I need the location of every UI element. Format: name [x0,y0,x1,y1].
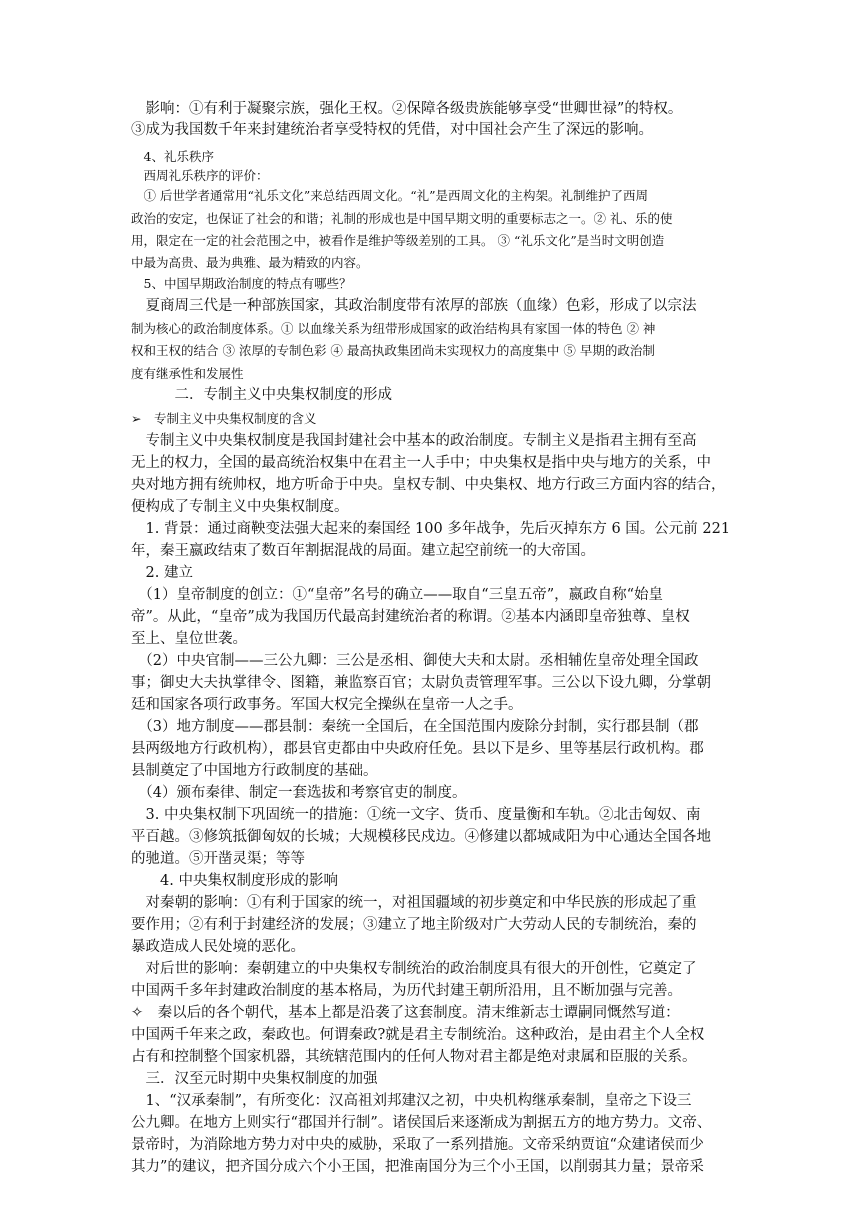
text-line: 4. 中央集权制度形成的影响 [131,873,338,889]
text-line: ① 后世学者通常用“礼乐文化”来总结西周文化。“礼”是西周文化的主构架。礼制维护了西周 [131,188,649,203]
text-line: 无上的权力，全国的最高统治权集中在君主一人手中；中央集权是指中央与地方的关系，中 [131,455,711,471]
text-line: （1）皇帝制度的创立：①“皇帝”名号的确立——取自“三皇五帝”，嬴政自称“始皇 [131,587,664,603]
text-line: 的驰道。⑤开凿灵渠；等等 [131,851,305,867]
text-line: 廷和国家各项行政事务。军国大权完全操纵在皇帝一人之手。 [131,697,523,713]
text-line: 对后世的影响：秦朝建立的中央集权专制统治的政治制度具有很大的开创性，它奠定了 [131,961,697,977]
text-line: 夏商周三代是一种部族国家，其政治制度带有浓厚的部族（血缘）色彩，形成了以宗法 [131,298,697,314]
text-line: 政治的安定，也保证了社会的和谐；礼制的形成也是中国早期文明的重要标志之一。② 礼、乐的使 [131,211,673,226]
text-line: 至上、皇位世袭。 [131,631,247,647]
text-line: 5、中国早期政治制度的特点有哪些？ [131,276,352,291]
text-line: 暴政造成人民处境的恶化。 [131,939,305,955]
text-line: 年，秦王嬴政结束了数百年割据混战的局面。建立起空前统一的大帝国。 [131,543,595,559]
text-line: 其力”的建议，把齐国分成六个小王国，把淮南国分为三个小王国，以削弱其力量；景帝采 [131,1159,704,1175]
text-line: ③成为我国数千年来封建统治者享受特权的凭借，对中国社会产生了深远的影响。 [131,122,653,138]
text-line: 占有和控制整个国家机器，其统辖范围内的任何人物对君主都是绝对隶属和臣服的关系。 [131,1049,697,1065]
text-line: 中最为高贵、最为典雅、最为精致的内容。 [131,255,369,270]
text-line: 平百越。③修筑抵御匈奴的长城；大规模移民戍边。④修建以都城咸阳为中心通达全国各地 [131,829,711,845]
text-line: 4、礼乐秩序 [131,149,214,164]
text-line: ➢ 专制主义中央集权制度的含义 [131,411,317,426]
text-line: 度有继承性和发展性 [131,366,244,381]
text-line: 央对地方拥有统帅权，地方听命于中央。皇权专制、中央集权、地方行政三方面内容的结合， [131,477,726,493]
text-line: （3）地方制度——郡县制：秦统一全国后，在全国范围内废除分封制，实行郡县制（郡 [131,719,699,735]
text-line: 县制奠定了中国地方行政制度的基础。 [131,763,378,779]
text-line: 影响：①有利于凝聚宗族，强化王权。②保障各级贵族能够享受“世卿世禄”的特权。 [131,101,683,117]
text-line: 二．专制主义中央集权制度的形成 [131,387,392,403]
text-line: 2. 建立 [131,565,193,581]
text-line: 1、“汉承秦制”，有所变化：汉高祖刘邦建汉之初，中央机构继承秦制，皇帝之下设三 [131,1093,692,1109]
text-line: 制为核心的政治制度体系。① 以血缘关系为纽带形成国家的政治结构具有家国一体的特色 ② 神 [131,321,656,336]
text-line: 便构成了专制主义中央集权制度。 [131,499,349,515]
text-line: 县两级地方行政机构），郡县官吏都由中央政府任免。县以下是乡、里等基层行政机构。郡 [131,741,704,757]
text-line: 专制主义中央集权制度是我国封建社会中基本的政治制度。专制主义是指君主拥有至高 [131,433,697,449]
text-line: 西周礼乐秩序的评价： [131,168,269,183]
text-line: （2）中央官制——三公九卿：三公是丞相、御使大夫和太尉。丞相辅佐皇帝处理全国政 [131,653,699,669]
text-line: 事；御史大夫执掌律令、图籍，兼监察百官；太尉负责管理军事。三公以下设九卿，分掌朝 [131,675,711,691]
text-line: 三．汉至元时期中央集权制度的加强 [131,1071,378,1087]
text-line: 中国两千年来之政，秦政也。何谓秦政?就是君主专制统治。这种政治，是由君主个人全权 [131,1027,705,1043]
text-line: 中国两千多年封建政治制度的基本格局，为历代封建王朝所沿用，且不断加强与完善。 [131,983,682,999]
text-line: 公九卿。在地方上则实行“郡国并行制”。诸侯国后来逐渐成为割据五方的地方势力。文帝、 [131,1115,712,1131]
text-line: 1. 背景：通过商鞅变法强大起来的秦国经 100 多年战争，先后灭掉东方 6 国。公元前 221 [131,521,731,537]
text-line: 帝”。从此，“皇帝”成为我国历代最高封建统治者的称谓。②基本内涵即皇帝独尊、皇权 [131,609,690,625]
text-line: （4）颁布秦律、制定一套选拔和考察官吏的制度。 [131,785,467,801]
text-line: 对秦朝的影响：①有利于国家的统一，对祖国疆域的初步奠定和中华民族的形成起了重 [131,895,697,911]
text-line: 3. 中央集权制下巩固统一的措施：①统一文字、货币、度量衡和车轨。②北击匈奴、南 [131,807,701,823]
text-line: 景帝时，为消除地方势力对中央的威胁，采取了一系列措施。文帝采纳贾谊“众建诸侯而少 [131,1137,704,1153]
text-line: 要作用；②有利于封建经济的发展；③建立了地主阶级对广大劳动人民的专制统治，秦的 [131,917,697,933]
text-line: 权和王权的结合 ③ 浓厚的专制色彩 ④ 最高执政集团尚未实现权力的高度集中 ⑤ 早期的政治制 [131,343,655,358]
text-line: ✧ 秦以后的各个朝代，基本上都是沿袭了这套制度。清末维新志士谭嗣同慨然写道： [131,1005,680,1021]
text-line: 用，限定在一定的社会范围之中，被看作是维护等级差别的工具。 ③ “礼乐文化”是当时文明创造 [131,233,665,248]
